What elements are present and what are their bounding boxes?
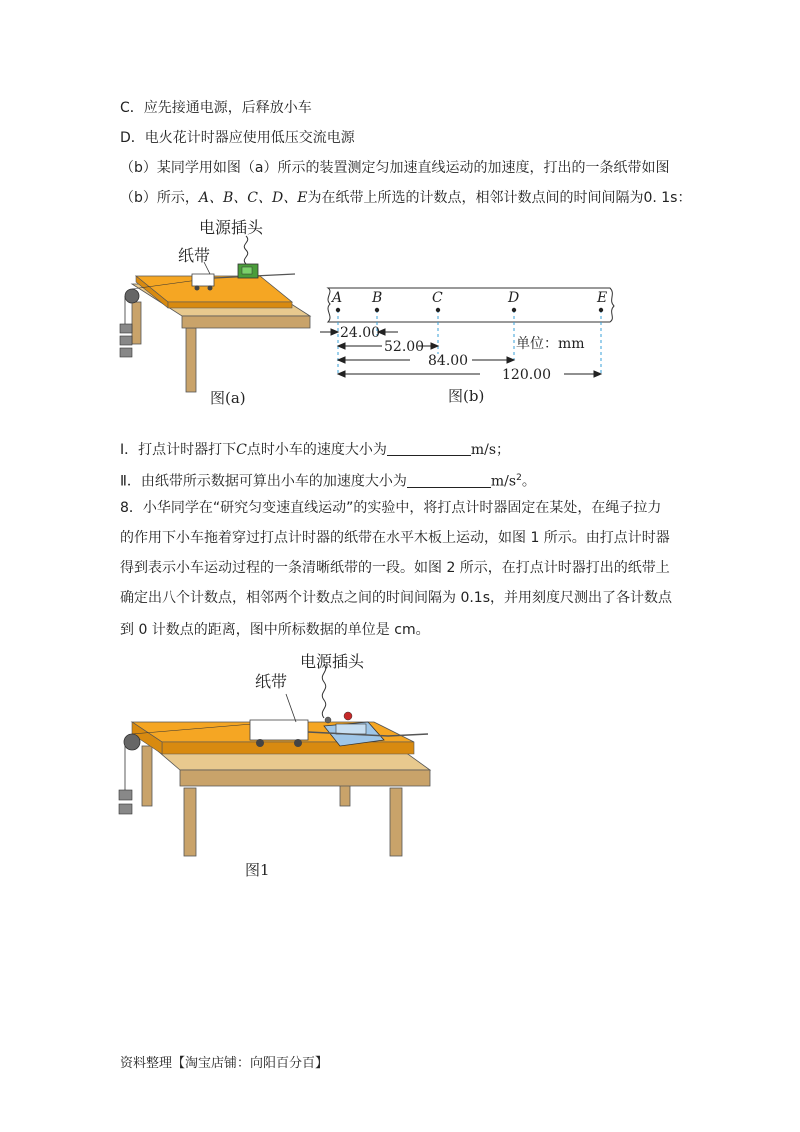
q2-unit: m/s xyxy=(490,473,517,490)
problem8-line3: 得到表示小车运动过程的一条清晰纸带的一段。如图 2 所示，在打点计时器打出的纸带上 xyxy=(120,560,670,576)
point-label-d: D xyxy=(508,290,520,306)
fig-a-tape-label: 纸带 xyxy=(178,246,211,265)
part-b-line1: （b）某同学用如图（a）所示的装置测定匀加速直线运动的加速度，打出的一条纸带如图 xyxy=(120,160,670,176)
problem8-line2: 的作用下小车拖着穿过打点计时器的纸带在水平木板上运动，如图 1 所示。由打点计时器 xyxy=(120,530,670,546)
question-1 xyxy=(120,440,510,460)
point-label-c: C xyxy=(432,290,443,306)
q1-pre: Ⅰ．打点计时器打下 xyxy=(120,442,237,458)
question-2 xyxy=(120,468,536,492)
q1-unit: m/s； xyxy=(470,442,511,458)
figure-b xyxy=(318,280,628,390)
unit-label: 单位：mm xyxy=(516,336,585,352)
option-c: C．应先接通电源，后释放小车 xyxy=(120,100,312,116)
problem8-line1: 8．小华同学在“研究匀变速直线运动”的实验中，将打点计时器固定在某处，在绳子拉力 xyxy=(120,500,662,516)
part-b-line2-pre: （b）所示， xyxy=(120,190,199,206)
distance-ab: 24.00 xyxy=(340,325,381,341)
footer-text: 资料整理【淘宝店铺：向阳百分百】 xyxy=(120,1056,329,1071)
q2-exp: 2 xyxy=(516,473,522,483)
fig-b-caption: 图(b) xyxy=(448,387,485,405)
option-d: D．电火花计时器应使用低压交流电源 xyxy=(120,130,355,146)
point-label-e: E xyxy=(597,290,608,306)
fig1-plug-label: 电源插头 xyxy=(300,652,365,671)
distance-ac: 52.00 xyxy=(384,339,425,355)
fig1-tape-label: 纸带 xyxy=(255,672,288,691)
problem8-line5: 到 0 计数点的距离，图中所标数据的单位是 cm。 xyxy=(120,622,430,638)
part-b-points: A、B、C、D、E xyxy=(198,190,308,206)
fig1-caption: 图1 xyxy=(245,861,270,879)
answer-blank-2[interactable] xyxy=(407,473,491,488)
part-b-line2 xyxy=(120,188,691,208)
answer-blank-1[interactable] xyxy=(387,441,471,456)
q2-end: 。 xyxy=(521,473,536,490)
fig-a-caption: 图(a) xyxy=(210,389,246,407)
distance-ae: 120.00 xyxy=(502,367,551,383)
distance-ad: 84.00 xyxy=(428,353,469,369)
q1-point: C xyxy=(236,442,247,458)
figure-a xyxy=(110,212,320,412)
fig-a-plug-label: 电源插头 xyxy=(199,218,264,237)
q2-pre: Ⅱ．由纸带所示数据可算出小车的加速度大小为 xyxy=(120,473,407,490)
point-label-b: B xyxy=(372,290,383,306)
q1-post: 点时小车的速度大小为 xyxy=(246,442,387,458)
part-b-line2-post: 为在纸带上所选的计数点，相邻计数点间的时间间隔为0. 1s： xyxy=(307,190,692,206)
point-label-a: A xyxy=(332,290,343,306)
problem8-line4: 确定出八个计数点，相邻两个计数点之间的时间间隔为 0.1s，并用刻度尺测出了各计数点 xyxy=(120,590,673,606)
